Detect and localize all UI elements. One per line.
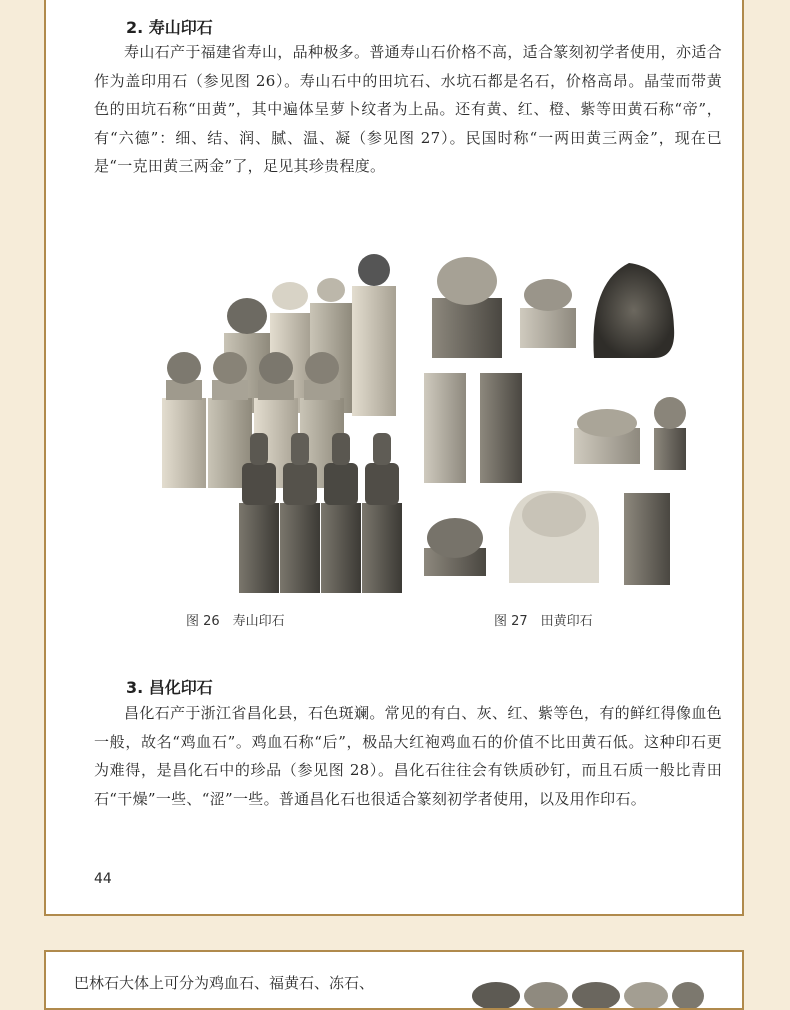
section-heading-changhua: 3. 昌化印石 (126, 678, 213, 697)
paragraph-changhua: 昌化石产于浙江省昌化县，石色斑斓。常见的有白、灰、红、紫等色，有的鲜红得像血色一般，故名“鸡血石”。鸡血石称“后”，极品大红袍鸡血石的价值不比田黄石低。这种印石更为难得，是昌化石中的珍品（参见图 28）。昌化石往往会有铁质砂钉，而且石质一般比青田石“干燥”一些、“涩”一些。普通昌化石也很适合篆刻初学者使用，以及用作印石。 (94, 704, 722, 808)
section-heading-shoushan: 2. 寿山印石 (126, 18, 213, 37)
next-page-text: 巴林石大体上可分为鸡血石、福黄石、冻石、 (74, 974, 375, 992)
figure-27-image (414, 253, 694, 593)
page-number: 44 (94, 871, 112, 887)
figure-26-image (114, 248, 414, 598)
figure-26-caption: 图 26 寿山印石 (186, 614, 285, 629)
next-page-image (466, 978, 706, 1008)
figure-27-caption: 图 27 田黄印石 (494, 614, 593, 629)
next-page (44, 950, 744, 1010)
paragraph-shoushan: 寿山石产于福建省寿山，品种极多。普通寿山石价格不高，适合篆刻初学者使用，亦适合作为盖印用石（参见图 26）。寿山石中的田坑石、水坑石都是名石，价格高昂。晶莹而带黄色的田坑石称“田黄”，其中遍体呈萝卜纹者为上品。还有黄、红、橙、紫等田黄石称“帝”，有“六德”：细、结、润、腻、温、凝（参见图 27）。民国时称“一两田黄三两金”，现在已是“一克田黄三两金”了，足见其珍贵程度。 (94, 43, 722, 176)
book-page (44, 0, 744, 916)
